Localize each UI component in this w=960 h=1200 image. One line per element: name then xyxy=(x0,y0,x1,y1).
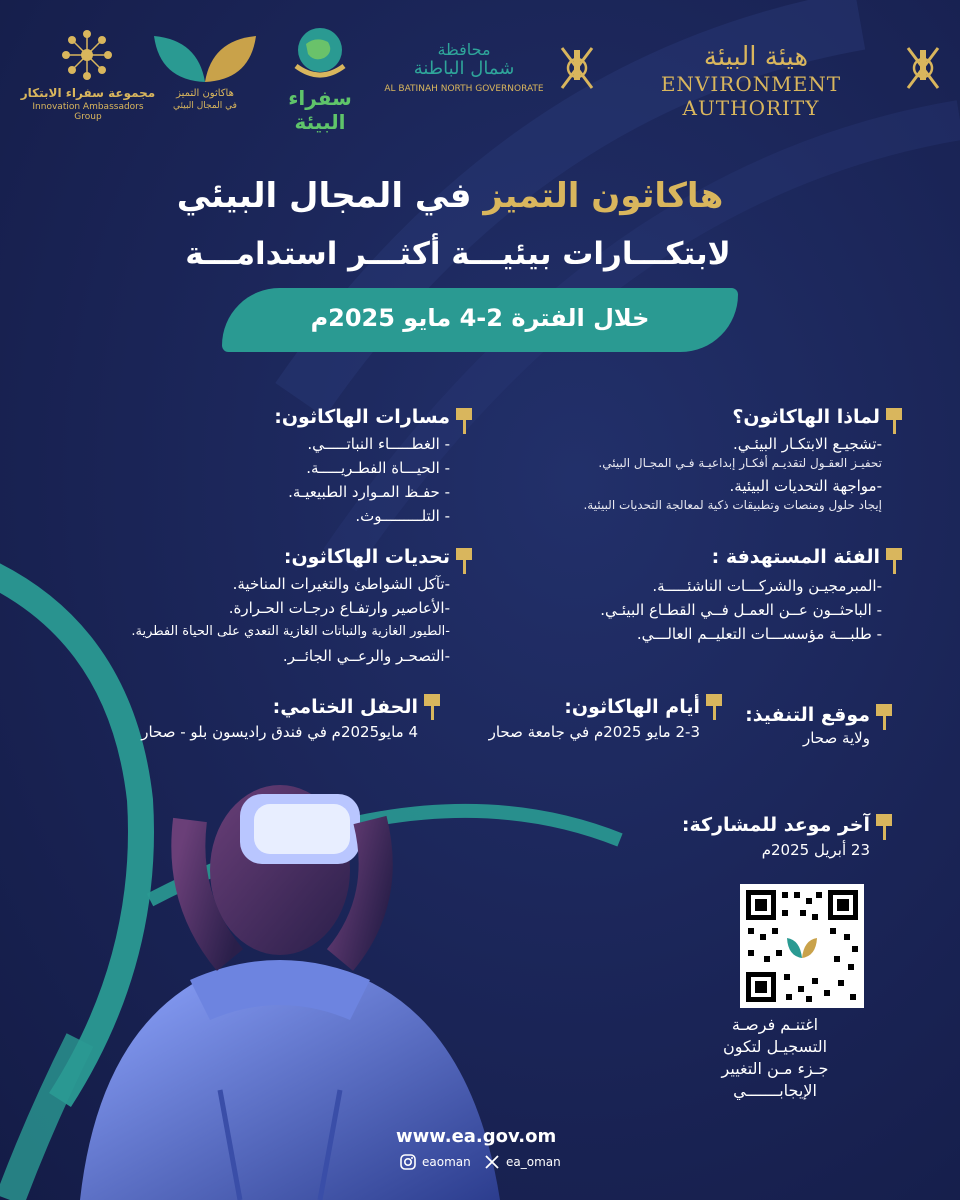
flag-icon xyxy=(876,814,892,840)
why-sub-1: تحفيـز العقـول لتقديـم أفكـار إبداعيـة فـي المجـال البيئي. xyxy=(598,456,882,470)
days-value: 2-3 مايو 2025م في جامعة صحار xyxy=(488,723,700,741)
location-heading: موقع التنفيذ: xyxy=(745,704,870,726)
innovation-logo-ar: مجموعة سفراء الابتكار xyxy=(20,86,156,100)
closing-heading: الحفل الختامي: xyxy=(272,696,418,718)
flag-icon xyxy=(876,704,892,730)
instagram-icon[interactable] xyxy=(400,1154,418,1172)
flag-icon xyxy=(886,408,902,434)
gov-logo-ar2: شمال الباطنة xyxy=(413,58,515,79)
cta-line: التسجيـل لتكون xyxy=(722,1037,828,1056)
cta-text xyxy=(690,1014,860,1102)
why-item-1: -تشجيـع الابتكـار البيئـي. xyxy=(733,435,882,453)
target-heading: الفئة المستهدفة : xyxy=(711,546,880,568)
ambassadors-logo: سفراء البيئة xyxy=(288,86,352,134)
tracks-heading: مسارات الهاكاثون: xyxy=(274,406,450,428)
tracks-item: - الغطـــــاء النباتـــــي. xyxy=(307,435,450,453)
target-item: - الباحثــون عــن العمـل فــي القطـاع البيئـي. xyxy=(600,601,882,619)
flag-icon xyxy=(706,694,722,720)
globe-hand-icon xyxy=(288,22,352,86)
x-icon[interactable] xyxy=(484,1154,502,1172)
target-item: -المبرمجيـن والشركـــات الناشئـــــة. xyxy=(652,577,882,595)
target-item: - طلبـــة مؤسســـات التعليــم العالـــي. xyxy=(636,625,882,643)
qr-code-pattern xyxy=(740,884,864,1008)
ea-logo-ar: هيئة البيئة xyxy=(703,42,809,72)
title-white: في المجال البيئي xyxy=(176,176,472,216)
title-gold: هاكاثون التميز xyxy=(483,176,724,216)
deadline-heading: آخر موعد للمشاركة: xyxy=(681,814,870,836)
gov-logo-en: AL BATINAH NORTH GOVERNORATE xyxy=(384,84,544,94)
hackathon-logo-2: في المجال البيئي xyxy=(173,101,237,111)
flag-icon xyxy=(456,408,472,434)
challenges-item: -الطيور الغازية والنباتات الغازية التعدي على الحياة الفطرية. xyxy=(131,624,450,639)
tracks-item: - الحيـــاة الفطـريـــــة. xyxy=(306,459,450,477)
website-link[interactable]: www.ea.gov.om xyxy=(396,1126,557,1147)
deadline-value: 23 أبريل 2025م xyxy=(761,841,870,859)
registration-qr-code[interactable] xyxy=(740,884,864,1008)
oman-emblem-icon xyxy=(900,42,946,96)
subtitle: لابتكـــارات بيئيـــة أكثـــر استدامـــة xyxy=(185,236,731,272)
leaves-icon xyxy=(150,30,260,86)
days-heading: أيام الهاكاثون: xyxy=(564,696,700,718)
instagram-handle[interactable]: eaoman xyxy=(422,1155,471,1169)
innovation-network-icon xyxy=(60,28,114,82)
gov-logo-ar1: محافظة xyxy=(437,40,491,59)
challenges-item: -الأعاصير وارتفـاع درجـات الحـرارة. xyxy=(228,599,450,617)
challenges-item: -تآكل الشواطئ والتغيرات المناخية. xyxy=(232,575,450,593)
ea-logo-en: ENVIRONMENT AUTHORITY xyxy=(660,72,842,120)
governorate-emblem-icon xyxy=(554,42,600,96)
cta-line: جـزء مـن التغيير xyxy=(721,1059,829,1078)
tracks-item: - حفـظ المـوارد الطبيعيـة. xyxy=(288,483,450,501)
period-text: خلال الفترة 2-4 مايو 2025م xyxy=(310,304,650,332)
why-heading: لماذا الهاكاثون؟ xyxy=(732,406,880,428)
flag-icon xyxy=(886,548,902,574)
x-handle[interactable]: ea_oman xyxy=(506,1155,561,1169)
flag-icon xyxy=(456,548,472,574)
challenges-heading: تحديات الهاكاثون: xyxy=(283,546,450,568)
location-value: ولاية صحار xyxy=(802,729,870,747)
cta-line: اغتنـم فرصـة xyxy=(731,1015,819,1034)
challenges-item: -التصحـر والرعــي الجائــر. xyxy=(282,647,450,665)
cta-line: الإيجابـــــــي xyxy=(733,1081,817,1100)
why-item-2: -مواجهة التحديات البيئية. xyxy=(729,477,882,495)
tracks-item: - التلـــــــــوث. xyxy=(355,507,450,525)
main-title xyxy=(150,176,750,216)
hackathon-logo-1: هاكاثون التميز xyxy=(176,88,234,99)
why-sub-2: إيجاد حلول ومنصات وتطبيقات ذكية لمعالجة التحديات البيئية. xyxy=(583,498,882,512)
closing-value: 4 مايو2025م في فندق راديسون بلو - صحار xyxy=(141,723,418,741)
innovation-logo-en: Innovation Ambassadors Group xyxy=(32,102,144,122)
flag-icon xyxy=(424,694,440,720)
